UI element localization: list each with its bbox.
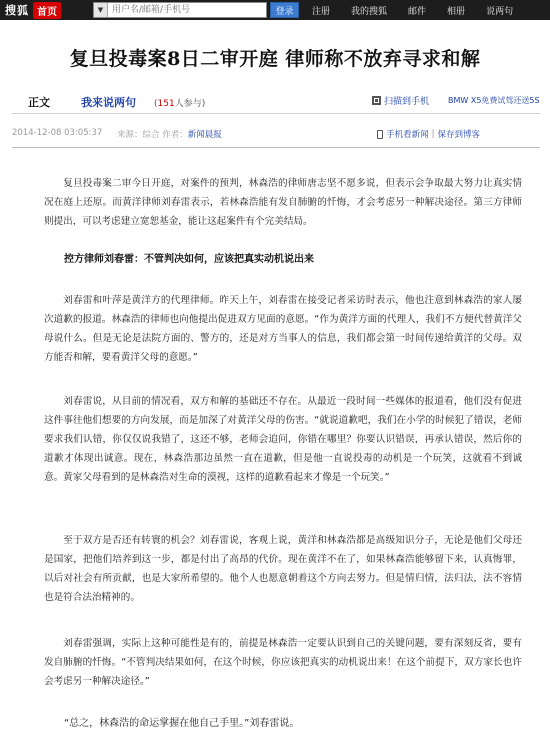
- comment-count-number[interactable]: 151: [157, 99, 175, 109]
- scan-to-phone-link[interactable]: [372, 94, 429, 107]
- tab-main-text[interactable]: 正文: [28, 96, 50, 109]
- paragraph-5: 刘春雷强调，实际上这种可能性是有的，前提是林森浩一定要认识到自己的关键问题，要有深刻反省，要有发自肺腑的忏悔。“不管判决结果如何，在这个时候，你应该把真实的动机说出来！在这个前提下，双方家长也许会考虑另一种解决途径。”: [44, 638, 522, 687]
- nav-album[interactable]: 相册: [447, 6, 466, 17]
- source-link[interactable]: 新闻晨报: [187, 130, 222, 140]
- username-input[interactable]: [108, 4, 264, 17]
- nav-comments[interactable]: 说两句: [486, 6, 514, 17]
- qr-code-icon: [372, 96, 381, 105]
- scan-label: 扫描到手机: [384, 97, 430, 107]
- sohu-logo[interactable]: [5, 2, 61, 18]
- paragraph-1: 复旦投毒案二审今日开庭，对案件的预判，林森浩的律师唐志坚不愿多说，但表示会争取最大努力让真实情况在庭上还原。而黄洋律师刘春雷表示，若林森浩能有发自肺腑的忏悔，才会考虑另一种解决途径。第三方律师则提出，可以考虑建立宽恕基金，能让这起案件有个完美结局。: [44, 178, 522, 227]
- publish-date: 2014-12-08 03:05:37: [12, 128, 103, 138]
- article-tools: [377, 128, 480, 140]
- article-meta: [12, 128, 540, 142]
- comment-count-suffix: 人参与): [174, 99, 206, 109]
- login-button[interactable]: 登录: [270, 2, 299, 18]
- ad-link[interactable]: BMW X5免费试驾还送5S: [448, 96, 540, 105]
- nav-my-sohu[interactable]: 我的搜狐: [351, 6, 388, 17]
- tab-comments[interactable]: 我来说两句: [81, 96, 136, 109]
- article-tab-bar: [12, 90, 540, 114]
- top-nav-links: [312, 0, 534, 20]
- login-username-box: [93, 2, 267, 18]
- home-link[interactable]: 首页: [33, 2, 61, 19]
- nav-mail[interactable]: 邮件: [408, 6, 427, 17]
- subheading: 控方律师刘春雷：不管判决如何，应该把真实动机说出来: [64, 254, 314, 265]
- comment-count: [154, 96, 205, 109]
- paragraph-2: 刘春雷和叶萍是黄洋方的代理律师。昨天上午，刘春雷在接受记者采访时表示，他也注意到林森浩的家人屡次道歉的报道。林森浩的律师也向他提出促进双方见面的意愿。“作为黄洋方面的代理人，我们不方便代替黄洋父母说什么。但是无论是法院方面的、警方的，还是对方当事人的信息，我们都会第一时间传递给黄洋的父母。双方能否和解，要看黄洋父母的意愿。”: [44, 295, 522, 363]
- article-source: [117, 128, 222, 140]
- chevron-down-icon[interactable]: ▼: [94, 3, 108, 17]
- nav-register[interactable]: 注册: [312, 6, 331, 17]
- paragraph-4: 至于双方是否还有转寰的机会？刘春雷说，客观上说，黄洋和林森浩都是高级知识分子，无论是他们父母还是国家，把他们培养到这一步，都是付出了高昂的代价。现在黄洋不在了，如果林森浩能够留下来，认真悔罪，以后对社会有所贡献，也是大家所希望的。他个人也愿意朝着这个方向去努力。但是情归情，法归法，法不容情也是符合法治精神的。: [44, 535, 522, 603]
- save-blog-link[interactable]: 保存到博客: [437, 130, 480, 140]
- closing-quote: “总之，林森浩的命运掌握在他自己手里。”刘春雷说。: [64, 718, 300, 729]
- article-title: 复旦投毒案8日二审开庭 律师称不放弃寻求和解: [69, 48, 481, 70]
- paragraph-3: 刘春雷说，从目前的情况看，双方和解的基础还不存在。从最近一段时间一些媒体的报道看，他们没有促进这件事往他们想要的方向发展，而是加深了对黄洋父母的伤害。“就说道歉吧，我们在小学的时候犯了错误，老师要求我们认错，你仅仅说我错了，这还不够，老师会追问，你错在哪里？你要认识错误，再承认错误，然后你的道歉才体现出诚意。现在，林森浩那边虽然一直在道歉，但是他一直说投毒的动机是一个玩笑，这就看不到诚意。黄家父母看到的是林森浩对生命的漠视，这样的道歉看起来才像是一个玩笑。”: [44, 396, 522, 483]
- logo-text: 搜狐: [5, 4, 29, 17]
- tools-separator: |: [431, 129, 435, 139]
- source-prefix: 来源：综合 作者：: [117, 130, 188, 140]
- mobile-news-link[interactable]: 手机看新闻: [386, 130, 429, 140]
- comment-count-prefix: (: [154, 99, 158, 109]
- top-navigation-bar: [0, 0, 550, 20]
- phone-icon: [377, 130, 383, 139]
- meta-divider: [12, 147, 540, 148]
